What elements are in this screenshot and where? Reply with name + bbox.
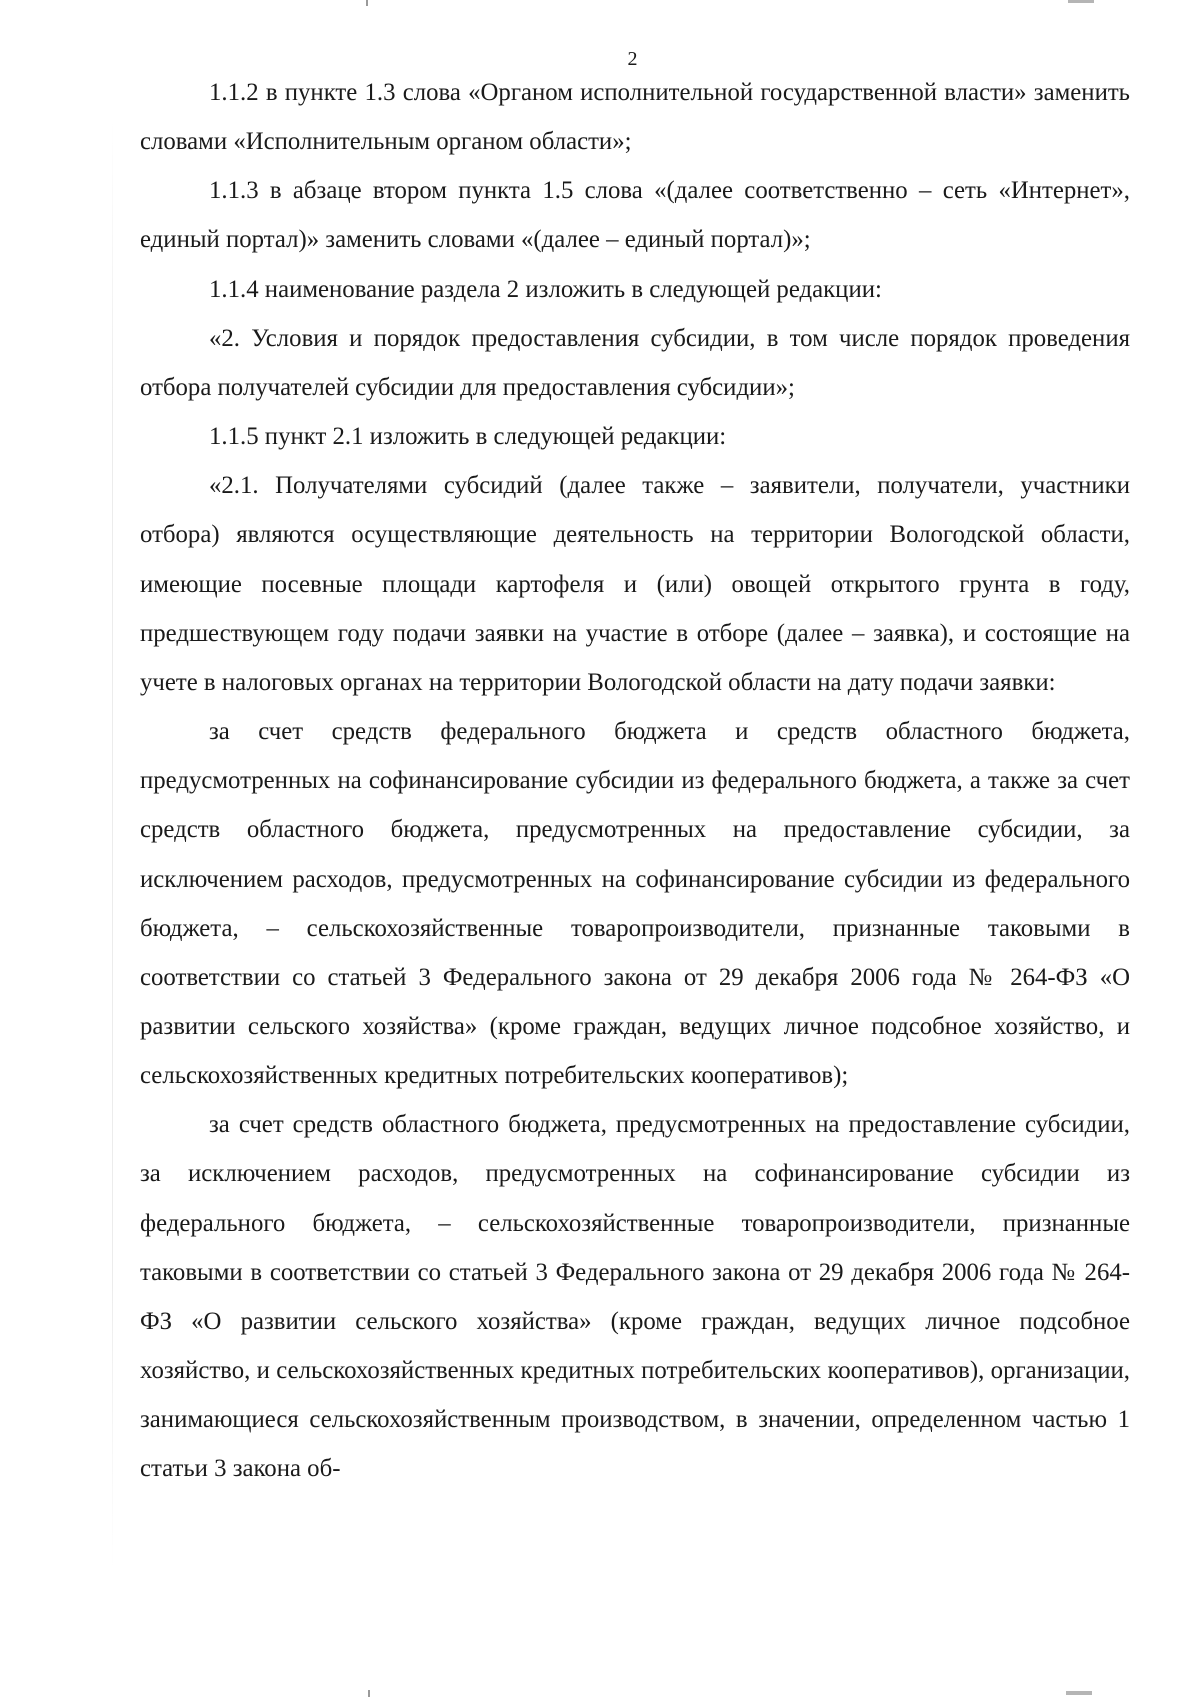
scan-edge-shadow [112, 120, 113, 1570]
scan-artifact [366, 0, 368, 6]
paragraph-1-1-4: 1.1.4 наименование раздела 2 изложить в следующей редакции: [209, 275, 882, 303]
scan-artifact [1068, 0, 1094, 3]
page-number: 2 [627, 48, 638, 70]
paragraph-1-1-2: 1.1.2 в пункте 1.3 слова «Органом исполнительной государственной власти» заменить словами «Исполнительным органом области»; [140, 79, 1130, 156]
paragraph-1-1-3: 1.1.3 в абзаце втором пункта 1.5 слова «(далее соответственно – сеть «Интернет», единый портал)» заменить словами «(далее – единый портал)»; [140, 177, 1130, 254]
clause-2-1-federal-funding: за счет средств федерального бюджета и средств областного бюджета, предусмотренных на софинансирование субсидии из федерального бюджета, а также за счет средств областного бюджета, предусмотренных на предоставление субсидии, за исключением расходов, предусмотренных на софинансирование субсидии из федерального бюджета, – сельскохозяйственные товаропроизводители, признанные таковыми в соответствии со статьей 3 Федерального закона от 29 декабря 2006 года № 264-ФЗ «О развитии сельского хозяйства» (кроме граждан, ведущих личное подсобное хозяйство, и сельскохозяйственных кредитных потребительских кооперативов); [140, 718, 1130, 1090]
section-2-title-quote: «2. Условия и порядок предоставления субсидии, в том числе порядок проведения отбора получателей субсидии для предоставления субсидии»; [140, 324, 1130, 401]
clause-2-1: «2.1. Получателями субсидий (далее также – заявители, получатели, участники отбора) являются осуществляющие деятельность на территории Вологодской области, имеющие посевные площади картофеля и (или) овощей открытого грунта в году, предшествующем году подачи заявки на участие в отборе (далее – заявка), и состоящие на учете в налоговых органах на территории Вологодской области на дату подачи заявки: [140, 472, 1130, 696]
scan-artifact [368, 1690, 370, 1697]
paragraph-1-1-5: 1.1.5 пункт 2.1 изложить в следующей редакции: [209, 423, 727, 451]
scan-artifact [1066, 1691, 1092, 1695]
document-body [140, 68, 1130, 1494]
clause-2-1-regional-funding: за счет средств областного бюджета, предусмотренных на предоставление субсидии, за исключением расходов, предусмотренных на софинансирование субсидии из федерального бюджета, – сельскохозяйственные товаропроизводители, признанные таковыми в соответствии со статьей 3 Федерального закона от 29 декабря 2006 года № 264-ФЗ «О развитии сельского хозяйства» (кроме граждан, ведущих личное подсобное хозяйство, и сельскохозяйственных кредитных потребительских кооперативов), организации, занимающиеся сельскохозяйственным производством, в значении, определенном частью 1 статьи 3 закона об- [140, 1111, 1130, 1483]
